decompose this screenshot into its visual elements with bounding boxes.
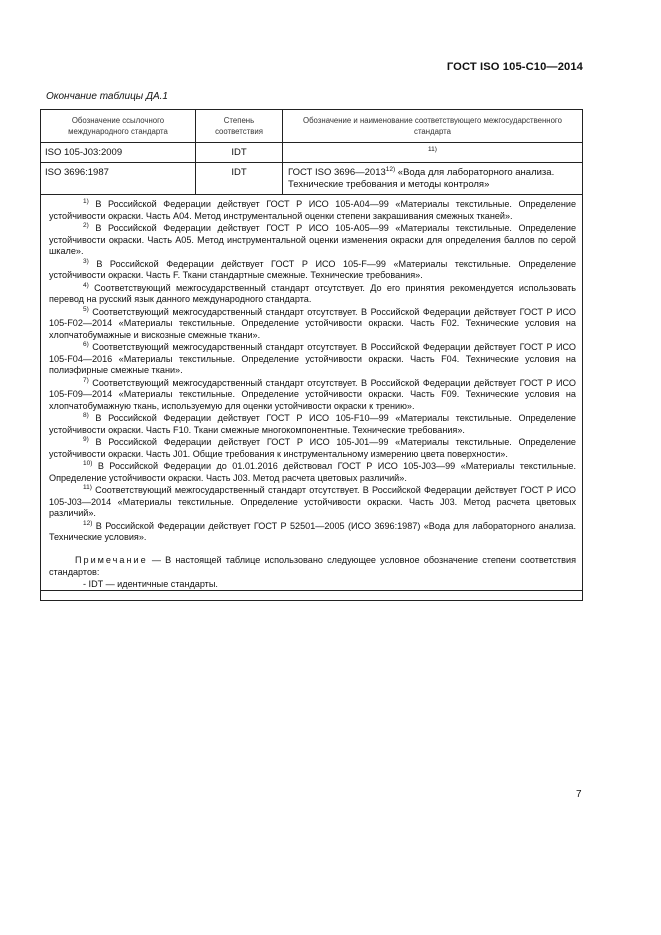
notes-row — [41, 195, 582, 591]
table-header-row — [41, 110, 582, 143]
header-reference-standard: Обозначение ссылочного международного стандарта — [41, 110, 196, 143]
footnote — [49, 413, 576, 436]
table-row — [41, 163, 582, 195]
row-description — [283, 163, 583, 195]
footnote-ref: 11) — [428, 145, 437, 153]
footnote — [49, 259, 576, 282]
note-label: Примечание — [75, 554, 148, 565]
footnote-mark: 8) — [83, 412, 89, 420]
footnote-mark: 5) — [83, 305, 89, 313]
footnote-text: В Российской Федерации действует ГОСТ Р ИСО 105-J01—99 «Материалы текстильные. Определение устойчивости окраски. Часть J01. Общие требования к инструментальному измерению цвета поверхности». — [49, 437, 576, 459]
footnote-mark: 10) — [83, 460, 93, 468]
footnote-mark: 3) — [83, 257, 89, 265]
row-code: ISO 105-J03:2009 — [41, 143, 196, 163]
document-code: ГОСТ ISO 105-C10—2014 — [446, 61, 583, 73]
table-caption: Окончание таблицы ДА.1 — [46, 91, 168, 102]
table-frame — [40, 109, 583, 601]
footnote-text: В Российской Федерации действует ГОСТ Р 52501—2005 (ИСО 3696:1987) «Вода для лабораторного анализа. Технические условия». — [49, 520, 576, 543]
footnote-text: В Российской Федерации действует ГОСТ Р ИСО 105-А04—99 «Материалы текстильные. Определение устойчивости окраски. Часть А04. Метод инструментальной оценки степени закрашивания смежных тканей». — [49, 199, 576, 221]
footnote — [49, 485, 576, 520]
header-interstate-standard: Обозначение и наименование соответствующего межгосударственного стандарта — [283, 110, 583, 143]
footnote-text: Соответствующий межгосударственный стандарт отсутствует. В Российской Федерации действует ГОСТ Р ИСО 105-F09—2014 «Материалы текстильные. Определение устойчивости окраски. Часть F09. Технические условия на хлопчатобумажную ткань, используемую для оценки устойчивости окраски к трению». — [49, 377, 576, 411]
footnote-ref: 12) — [385, 165, 396, 173]
footnote-mark: 11) — [83, 484, 92, 492]
footnote — [49, 437, 576, 460]
row-description — [283, 143, 583, 163]
footnote-text: Соответствующий межгосударственный стандарт отсутствует. В Российской Федерации действует ГОСТ Р ИСО 105-F02—2014 «Материалы текстильные. Определение устойчивости окраски. Часть F02. Технические условия на хлопчатобумажные и вискозные смежные ткани». — [49, 306, 576, 340]
footnote-text: В Российской Федерации действует ГОСТ Р ИСО 105-F—99 «Материалы текстильные. Определение устойчивости окраски. Часть F. Ткани стандартные смежные. Технические требования». — [49, 258, 576, 281]
footnote-text: В Российской Федерации действует ГОСТ Р ИСО 105-А05—99 «Материалы текстильные. Определение устойчивости окраски. Часть А05. Метод инструментальной оценки изменения окраски для определения баллов по серой шкале». — [49, 222, 576, 257]
standard-designation: ГОСТ ISO 3696—2013 — [288, 167, 386, 178]
footnote-mark: 2) — [83, 221, 89, 229]
footnote — [49, 199, 576, 222]
footnote-mark: 1) — [83, 197, 89, 205]
table-note — [49, 555, 576, 578]
row-code: ISO 3696:1987 — [41, 163, 196, 195]
footnote — [49, 461, 576, 484]
footnote-mark: 4) — [83, 281, 89, 289]
table-row — [41, 143, 582, 163]
footnote-text: В Российской Федерации действует ГОСТ Р ИСО 105-F10—99 «Материалы текстильные. Определение устойчивости окраски. Часть F10. Ткани смежные многокомпонентные. Технические требования». — [49, 413, 576, 435]
header-degree: Степень соответствия — [196, 110, 283, 143]
note-item: - IDT — идентичные стандарты. — [83, 579, 218, 590]
footnote-mark: 6) — [83, 341, 89, 349]
footnote-text: Соответствующий межгосударственный стандарт отсутствует. До его принятия рекомендуется использовать перевод на русский язык данного международного стандарта. — [49, 282, 576, 305]
footnote-text: Соответствующий межгосударственный стандарт отсутствует. В Российской Федерации действует ГОСТ Р ИСО 105-J03—2014 «Материалы текстильные. Определение устойчивости окраски. Часть J03. Метод расчета цветовых различий». — [49, 485, 576, 519]
footnote-mark: 12) — [83, 519, 93, 527]
page-number: 7 — [576, 789, 582, 800]
footnote — [49, 283, 576, 306]
standard-title: «Вода для лабораторного анализа. Технические требования и методы контроля» — [288, 167, 555, 190]
footnote — [49, 223, 576, 258]
footnote-mark: 9) — [83, 436, 89, 444]
footnote — [49, 521, 576, 544]
row-degree: IDT — [196, 163, 283, 195]
footnote — [49, 378, 576, 413]
footnotes-cell — [41, 195, 582, 591]
footnote-text: Соответствующий межгосударственный стандарт отсутствует. В Российской Федерации действует ГОСТ Р ИСО 105-F04—2016 «Материалы текстильные. Определение устойчивости окраски. Часть F04. Технические условия на полиэфирные смежные ткани». — [49, 342, 576, 376]
note-text: — В настоящей таблице использовано следующее условное обозначение степени соответствия стандартов: — [49, 554, 576, 577]
footnote — [49, 307, 576, 342]
footnote-list — [49, 199, 576, 544]
footnote-text: В Российской Федерации до 01.01.2016 действовал ГОСТ Р ИСО 105-J03—99 «Материалы текстильные. Определение устойчивости окраски. Часть J03. Метод расчета цветовых различий». — [49, 461, 576, 483]
footnote-mark: 7) — [83, 376, 89, 384]
footnote — [49, 342, 576, 377]
row-degree: IDT — [196, 143, 283, 163]
standards-table — [41, 110, 582, 591]
